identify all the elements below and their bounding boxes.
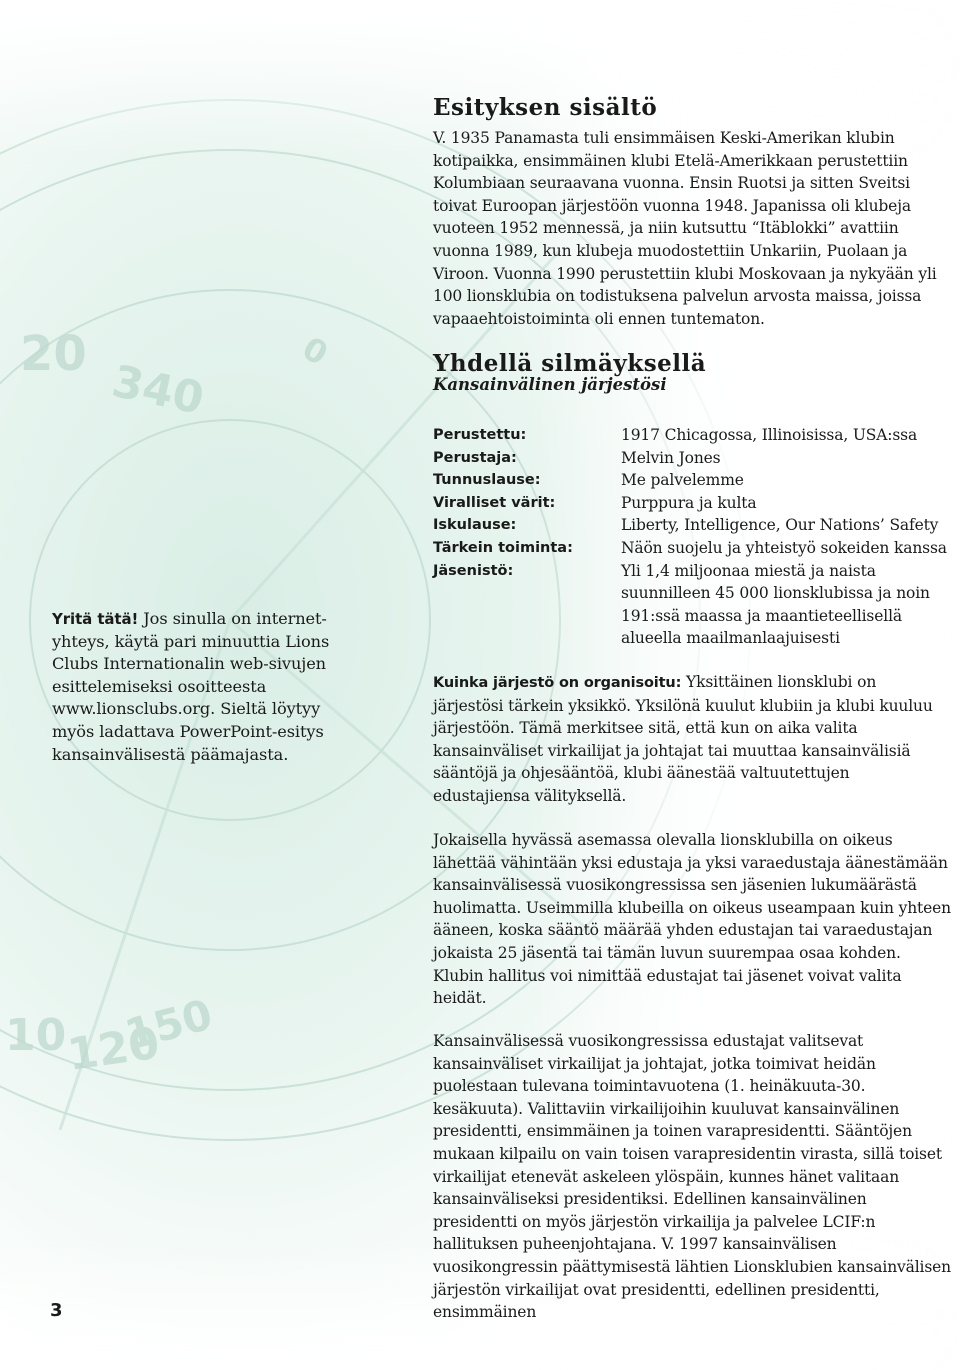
facts-table: [433, 424, 953, 650]
fact-value: Näön suojelu ja yhteistyö sokeiden kanssa: [621, 538, 947, 557]
section-subheading: Kansainvälinen järjestösi: [433, 375, 667, 394]
section-heading-at-a-glance: Yhdellä silmäyksellä: [433, 350, 707, 377]
history-paragraph: V. 1935 Panamasta tuli ensimmäisen Keski-Amerikan klubin kotipaikka, ensimmäinen klubi Etelä-Amerikkaan perustettiin Kolumbiaan seuraavana vuonna. Ensin Ruotsi ja sitten Sveitsi toivat Euroopan järjestöön vuonna 1948. Japanissa oli klubeja vuoteen 1952 mennessä, ja niin kutsuttu “Itäblokki” avattiin vuonna 1989, kun klubeja muodostettiin Unkariin, Puolaan ja Viroon. Vuonna 1990 perustettiin klubi Moskovaan ja nykyään yli 100 lionsklubia on todistuksena palvelun arvosta maissa, joissa vapaaehtoistoiminta oli ennen tuntematon.: [433, 129, 937, 328]
sidebar-tip-lead: Yritä tätä!: [52, 610, 139, 628]
fact-label: Perustaja:: [433, 449, 517, 466]
fact-label: Perustettu:: [433, 427, 527, 443]
fact-row: [433, 424, 953, 447]
sidebar-tip-text: Jos sinulla on internet-yhteys, käytä pari minuuttia Lions Clubs Internationalin web-sivujen esittelemiseksi osoitteesta www.lionsclubs.org. Sieltä löytyy myös ladattava PowerPoint-esitys kansainvälisestä päämajasta.: [52, 609, 330, 764]
fact-value: 1917 Chicagossa, Illinoisissa, USA:ssa: [621, 426, 918, 444]
organization-label: Kuinka järjestö on organisoitu:: [433, 675, 682, 691]
fact-row: [433, 447, 953, 470]
fact-label: Jäsenistö:: [433, 562, 514, 579]
fact-row: [433, 560, 953, 650]
organization-text: Yksittäinen lionsklubi on järjestösi tärkein yksikkö. Yksilönä kuulut klubiin ja klubi kuuluu järjestöön. Tämä merkitsee sitä, että kun on aika valita kansainväliset virkailijat ja johtajat tai muuttaa kansainvälisiä sääntöjä ja ohjesääntöä, klubi äänestää valtuutettujen edustajiensa välityksellä.: [433, 673, 933, 805]
sidebar-tip: [52, 608, 352, 766]
fact-value: Me palvelemme: [621, 471, 744, 490]
fact-row: [433, 537, 953, 560]
fact-row: [433, 469, 953, 492]
fact-value: Melvin Jones: [621, 448, 721, 467]
fact-value: Yli 1,4 miljoonaa miestä ja naista suunnilleen 45 000 lionsklubissa ja noin 191:ssä maassa ja maantieteellisellä alueella maailmanlaajuisesti: [621, 561, 930, 648]
section-heading-contents: Esityksen sisältö: [433, 94, 658, 121]
fact-row: [433, 492, 953, 515]
officers-paragraph: Kansainvälisessä vuosikongressissa edustajat valitsevat kansainväliset virkailijat ja johtajat, jotka toimivat heidän puolestaan tulevana toimintavuotena (1. heinäkuuta-30. kesäkuuta). Valittaviin virkailijoihin kuuluvat kansainvälinen presidentti, ensimmäinen ja toinen varapresidentti. Sääntöjen mukaan kilpailu on vain toisen varapresidentin virasta, sillä toiset virkailijat etenevät askeleen ylöspäin, kunnes hänet valitaan kansainväliseksi presidentiksi. Edellinen kansainvälinen presidentti on myös järjestön virkailija ja palvelee LCIF:n hallituksen puheenjohtajana. V. 1997 kansainvälisen vuosikongressin päättymisestä lähtien Lionsklubien kansainvälisen järjestön virkailijat ovat presidentti, edellinen presidentti, ensimmäinen: [433, 1032, 952, 1322]
organization-paragraph: [433, 671, 951, 808]
fact-value: Liberty, Intelligence, Our Nations’ Safety: [621, 516, 939, 535]
fact-label: Tunnuslause:: [433, 472, 541, 489]
fact-label: Iskulause:: [433, 517, 517, 534]
page-number: 3: [50, 1300, 63, 1321]
fact-label: Tärkein toiminta:: [433, 539, 573, 556]
fact-row: [433, 514, 953, 537]
fact-label: Viralliset värit:: [433, 494, 556, 511]
fact-value: Purppura ja kulta: [621, 493, 757, 512]
delegates-paragraph: Jokaisella hyvässä asemassa olevalla lionsklubilla on oikeus lähettää vähintään yksi edustaja ja yksi varaedustaja äänestämään kansainvälisessä vuosikongressissa sen jäsenien lukumäärästä huolimatta. Useimmilla klubeilla on oikeus useampaan kuin yhteen ääneen, koska sääntö määrää yhden edustajan tai varaedustajan jokaista 25 jäsentä tai tämän luvun suurempaa osaa kohden. Klubin hallitus voi nimittää edustajat tai jäsenet voivat valita heidät.: [433, 831, 952, 1008]
